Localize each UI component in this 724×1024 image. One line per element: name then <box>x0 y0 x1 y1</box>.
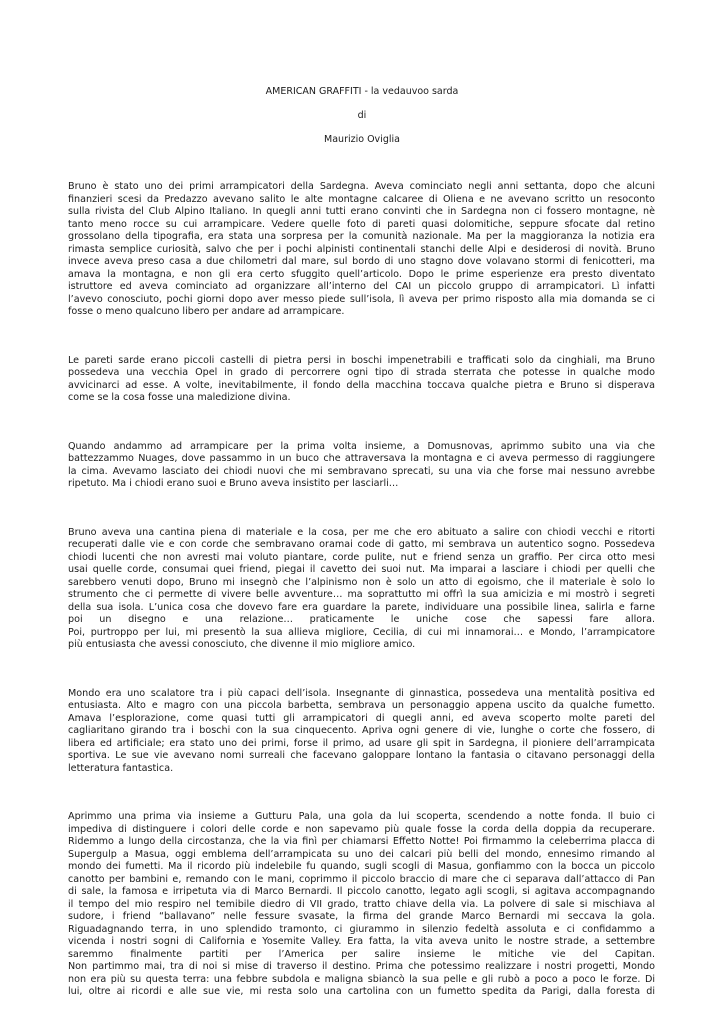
paragraph <box>68 181 655 319</box>
paragraph-line: Poi, purtroppo per lui, mi presentò la sua allieva migliore, Cecilia, di cui mi innamorai… e Mondo, l’arrampicatore <box>68 626 655 638</box>
paragraph <box>68 688 655 776</box>
paragraph-line: non era più su questa terra: una febbre subdola e maligna sbiancò la sua pelle e gli rubò a poco a poco le forze. Di <box>68 973 655 985</box>
paragraph-line: mondo dei fumetti. Ma il ricordo più indelebile fu quando, sugli scogli di Masua, gonfiammo con la bocca un piccolo <box>68 861 655 872</box>
paragraph-line: Amava l’esplorazione, come quasi tutti gli arrampicatori di quegli anni, ed aveva scoperto molte pareti del <box>68 712 655 724</box>
paragraph-line: Le pareti sarde erano piccoli castelli di pietra persi in boschi impenetrabili e trafficati solo da cinghiali, ma Bruno <box>68 354 655 366</box>
document-body <box>68 181 655 1022</box>
paragraph <box>68 811 655 999</box>
paragraph-line: strumento che ci permette di vivere belle avventure… ma soprattutto mi offrì la sua amicizia e mi mostrò i segreti <box>68 589 655 600</box>
paragraph-line: fosse o meno qualcuno libero per andare ad arrampicare. <box>68 306 345 317</box>
paragraph-line: vicenda i nostri sogni di California e Yosemite Valley. Era fatta, la vita aveva unito le nostre strade, a settembre <box>68 936 655 947</box>
paragraph-line: Ridemmo a lungo della circostanza, che la via finì per chiamarsi Effetto Notte! Poi firmammo la celeberrima placca di <box>68 836 655 847</box>
paragraph-line: sudore, i friend “ballavano” nelle fessure svasate, la firma del grande Marco Bernardi mi seccava la gola. <box>68 911 655 922</box>
paragraph-line: saremmo finalmente partiti per l’America per salire insieme le mitiche vie del Capitan. <box>68 948 655 960</box>
paragraph <box>68 355 655 405</box>
paragraph-line: impediva di distinguere i colori delle corde e non sapevamo più quale fosse la corda della doppia da recuperare. <box>68 823 655 835</box>
paragraph-line: chiodi lucenti che non avresti mai voluto piantare, corde pulite, nut e friend senza un graffio. Per circa otto mesi <box>68 551 655 563</box>
paragraph <box>68 441 655 491</box>
paragraph-line: battezzammo Nuages, dove passammo in un buco che attraversava la montagna e ci aveva permesso di raggiungere <box>68 453 655 464</box>
paragraph-line: avvicinarci ad esse. A volte, inevitabilmente, il fondo della macchina toccava qualche pietra e Bruno si disperava <box>68 379 655 391</box>
paragraph <box>68 527 655 652</box>
paragraph-line: usai quelle corde, consumai quei friend, piegai il cavetto dei suoi nut. Ma imparai a lasciare i chiodi per quelli che <box>68 564 655 575</box>
paragraph-line: libera ed artificiale; era stato uno dei primi, forse il primo, ad usare gli spit in Sardegna, il pioniere dell’arrampicata <box>68 737 655 749</box>
paragraph-line: Bruno è stato uno dei primi arrampicatori della Sardegna. Aveva cominciato negli anni settanta, dopo che alcuni <box>68 181 655 192</box>
paragraph-line: il tempo del mio respiro nel temibile diedro di VII grado, tratto chiave della via. La polvere di sale si mischiava al <box>68 898 655 910</box>
document-author: Maurizio Oviglia <box>324 134 400 145</box>
paragraph-line: poi un disegno e una relazione… praticamente le uniche cose che sapessi fare allora. <box>68 614 655 625</box>
paragraph-line: amava la montagna, e non gli era certo sfuggito quell’articolo. Dopo le prime esperienze era presto diventato <box>68 268 655 280</box>
paragraph-line: Non partimmo mai, tra di noi si mise di traverso il destino. Prima che potessimo realizzare i nostri progetti, Mondo <box>68 961 655 972</box>
paragraph-line: sarebbero venuti dopo, Bruno mi insegnò che l’alpinismo non è solo un atto di egoismo, che il materiale è solo lo <box>68 576 655 588</box>
paragraph-line: più entusiasta che avessi conosciuto, che divenne il mio migliore amico. <box>68 639 416 650</box>
paragraph-line: grossolano della tipografia, era stata una sorpresa per la comunità nazionale. Ma per la maggioranza la notizia era <box>68 231 655 242</box>
paragraph-line: possedeva una vecchia Opel in grado di percorrere ogni tipo di strada sterrata che potesse in qualche modo <box>68 367 655 378</box>
paragraph-line: sportiva. Le sue vie avevano nomi surreali che facevano galoppare lontano la fantasia o citavano personaggi della <box>68 750 655 761</box>
paragraph-line: invece aveva preso casa a due chilometri dal mare, sul bordo di uno stagno dove volavano stormi di fenicotteri, ma <box>68 256 655 267</box>
paragraph-line: come se la cosa fosse una maledizione divina. <box>68 392 291 403</box>
paragraph-line: ripetuto. Ma i chiodi erano suoi e Bruno aveva insistito per lasciarli… <box>68 478 399 489</box>
document-title: AMERICAN GRAFFITI - la vedauvoo sarda <box>265 86 459 97</box>
paragraph-line: letteratura fantastica. <box>68 762 174 774</box>
paragraph-line: sulla rivista del Club Alpino Italiano. In quegli anni tutti erano convinti che in Sardegna non ci fossero montagne, nè <box>68 206 655 217</box>
paragraph-line: Aprimmo una prima via insieme a Gutturu Pala, una gola da lui scoperta, scendendo a notte fonda. Il buio ci <box>68 811 655 822</box>
paragraph-line: istruttore ed aveva cominciato ad organizzare all’interno del CAI un piccolo gruppo di arrampicatori. Lì infatti <box>68 281 655 292</box>
paragraph-line: la cima. Avevamo lasciato dei chiodi nuovi che mi sembravano sprecati, su una via che forse mai nessuno avrebbe <box>68 465 655 477</box>
paragraph-line: canotto per bambini e, remando con le mani, coprimmo il piccolo braccio di mare che ci separava dall’attacco di Pan <box>68 873 655 885</box>
paragraph-line: Quando andammo ad arrampicare per la prima volta insieme, a Domusnovas, aprimmo subito una via che <box>68 440 655 452</box>
paragraph-line: cagliaritano girando tra i boschi con la sua cinquecento. Apriva ogni genere di vie, lunghe o corte che fossero, di <box>68 725 655 736</box>
paragraph-line: di sale, la famosa e irripetuta via di Marco Bernardi. Il piccolo canotto, legato agli scogli, si agitava accompagnando <box>68 886 655 897</box>
document-by: di <box>357 110 367 121</box>
paragraph-line: tanto meno rocce su cui arrampicare. Vedere quelle foto di pareti quasi dolomitiche, seppure sfocate dal retino <box>68 218 655 230</box>
paragraph-line: lui, oltre ai ricordi e alle sue vie, mi resta solo una cartolina con un fumetto spedita da Parigi, dalla foresta di <box>68 986 655 997</box>
paragraph-line: recuperati dalle vie e con corde che sembravano oramai code di gatto, mi sembrava un autentico sogno. Possedeva <box>68 539 655 550</box>
paragraph-line: della sua isola. L’unica cosa che dovevo fare era guardare la parete, individuare una possibile linea, salirla e farne <box>68 601 655 613</box>
paragraph-line: Mondo era uno scalatore tra i più capaci dell’isola. Insegnante di ginnastica, possedeva una mentalità positiva ed <box>68 687 655 699</box>
paragraph-line: entusiasta. Alto e magro con una piccola barbetta, sembrava un personaggio appena uscito da qualche fumetto. <box>68 700 655 711</box>
paragraph-line: Riguadagnando terra, in uno splendido tramonto, ci giurammo in silenzio fedeltà assoluta e ci confidammo a <box>68 923 655 935</box>
paragraph-line: l’avevo conosciuto, pochi giorni dopo aver messo piede sull’isola, lì aveva per primo risposto alla mia domanda se ci <box>68 293 655 305</box>
paragraph-line: Supergulp a Masua, oggi emblema dell’arrampicata su uno dei calcari più belli del mondo, ennesimo rimando al <box>68 848 655 860</box>
paragraph-line: rimasta semplice curiosità, salvo che per i pochi alpinisti continentali stanchi delle Alpi e desiderosi di novità. Bruno <box>68 243 655 255</box>
paragraph-line: finanzieri scesi da Predazzo avevano salito le alte montagne calcaree di Oliena e ne avevano scritto un resoconto <box>68 193 655 205</box>
paragraph-line: Bruno aveva una cantina piena di materiale e la cosa, per me che ero abituato a salire con chiodi vecchi e ritorti <box>68 526 655 538</box>
